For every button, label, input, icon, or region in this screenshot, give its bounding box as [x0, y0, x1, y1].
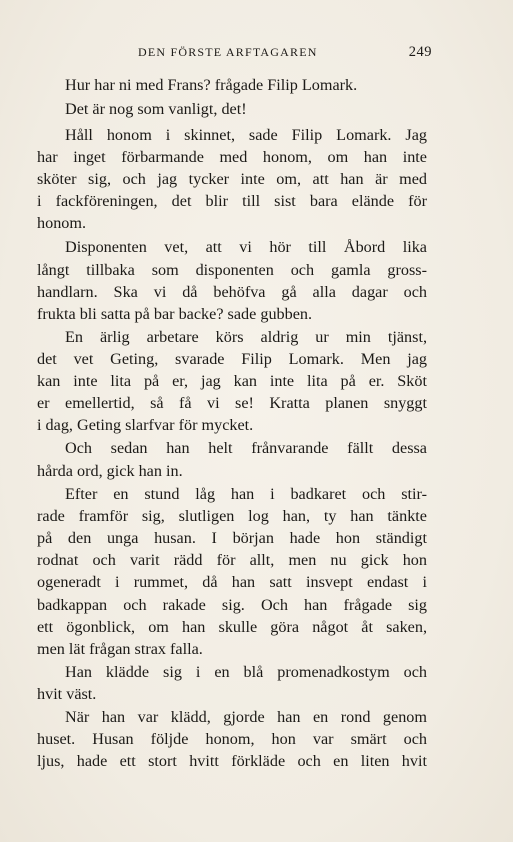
text-line: det vet Geting, svarade Filip Lomark. Men jag [37, 350, 427, 368]
text-line: När han var klädd, gjorde han en rond genom [65, 708, 427, 726]
text-line: har inget förbarmande med honom, om han inte [37, 148, 427, 166]
text-line: kan inte lita på er, jag kan inte lita på er. Sköt [37, 372, 427, 390]
text-line: i dag, Geting slarfvar för mycket. [37, 416, 254, 434]
running-header [58, 45, 432, 61]
running-title: DEN FÖRSTE ARFTAGAREN [138, 45, 318, 59]
text-line: ogeneradt i rummet, då han satt insvept endast i [37, 573, 427, 591]
text-line: Håll honom i skinnet, sade Filip Lomark. Jag [65, 126, 427, 144]
text-line: Det är nog som vanligt, det! [65, 100, 247, 118]
text-line: i fackföreningen, det blir till sist bara elände för [37, 192, 427, 210]
text-line: rade framför sig, slutligen log han, ty han tänkte [37, 507, 427, 525]
text-line: på den unga husan. I början hade hon ständigt [37, 529, 427, 547]
text-line: En ärlig arbetare körs aldrig ur min tjänst, [65, 328, 427, 346]
text-line: hårda ord, gick han in. [37, 462, 183, 480]
text-line: frukta bli satta på bar backe? sade gubben. [37, 305, 313, 323]
text-line: er emellertid, så få vi se! Kratta planen snyggt [37, 394, 427, 412]
text-line: Hur har ni med Frans? frågade Filip Lomark. [65, 76, 358, 94]
text-line: ett ögonblick, om han skulle göra något åt saken, [37, 618, 427, 636]
text-line: Och sedan han helt frånvarande fällt dessa [65, 439, 427, 457]
text-line: rodnat och varit rädd för allt, men nu gick hon [37, 551, 427, 569]
text-line: Efter en stund låg han i badkaret och stir- [65, 485, 427, 503]
text-line: Han klädde sig i en blå promenadkostym och [65, 663, 427, 681]
text-line: långt tillbaka som disponenten och gamla gross- [37, 261, 427, 279]
text-line: sköter sig, och jag tycker inte om, att han är med [37, 170, 427, 188]
text-line: badkappan och rakade sig. Och han frågade sig [37, 596, 427, 614]
text-line: honom. [37, 214, 87, 232]
text-line: hvit väst. [37, 685, 97, 703]
text-line: ljus, hade ett stort hvitt förkläde och en liten hvit [37, 752, 427, 770]
text-line: huset. Husan följde honom, hon var smärt och [37, 730, 427, 748]
text-line: handlarn. Ska vi då behöfva gå alla dagar och [37, 283, 427, 301]
text-line: men lät frågan strax falla. [37, 640, 203, 658]
page-number: 249 [408, 44, 432, 60]
text-line: Disponenten vet, att vi hör till Åbord lika [65, 238, 427, 256]
